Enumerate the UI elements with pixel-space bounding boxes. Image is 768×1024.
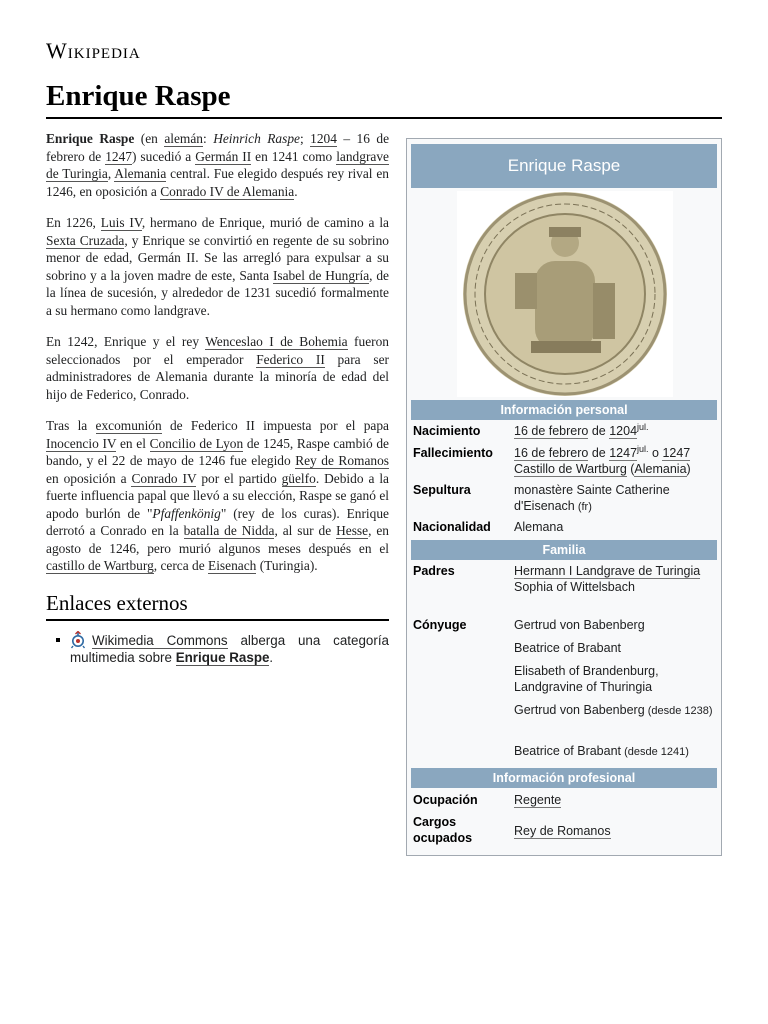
link-isabel-hungria[interactable]: Isabel de Hungría <box>272 267 370 283</box>
text: En 1242, Enrique y el rey <box>46 334 206 349</box>
text: (desde 1241) <box>621 746 689 758</box>
text: , al sur de <box>274 523 337 538</box>
label-nacionalidad: Nacionalidad <box>413 520 491 534</box>
calendar-note[interactable]: jul. <box>637 443 649 454</box>
text: por el partido <box>196 470 282 486</box>
link-luis-iv[interactable]: Luis IV <box>100 215 142 230</box>
link-federico-ii[interactable]: Federico II <box>256 351 325 367</box>
value-padres <box>514 563 720 595</box>
text: (desde 1238) <box>644 705 713 717</box>
text: de <box>588 424 610 438</box>
seal-image[interactable] <box>457 191 673 397</box>
paragraph-3 <box>46 333 389 403</box>
text: , de la línea de sucesión, y alrededor de 1231 sucedió formalmente a su hermano como landgrave. <box>46 267 389 318</box>
link-german-ii[interactable]: Germán II <box>195 148 252 164</box>
label-padres: Padres <box>413 564 455 578</box>
value-nacimiento <box>514 423 720 439</box>
paragraph-2 <box>46 214 389 319</box>
band-informacion-personal: Información personal <box>411 400 717 420</box>
text: . <box>269 650 273 665</box>
link-conrado-iv-alemania[interactable]: Conrado IV de Alemania <box>160 183 295 199</box>
link-nacimiento-fecha[interactable]: 16 de febrero <box>514 424 589 438</box>
link-rey-romanos[interactable]: Rey de Romanos <box>295 453 389 468</box>
link-nacimiento-anio[interactable]: 1204 <box>609 424 638 438</box>
text: Beatrice of Brabant <box>514 744 622 758</box>
link-inocencio[interactable]: Inocencio IV <box>46 435 117 451</box>
link-fallecimiento-fecha[interactable]: 16 de febrero <box>514 446 589 460</box>
infobox <box>406 138 722 856</box>
link-fallecimiento-anio[interactable]: 1247 <box>609 446 638 460</box>
link-landgrave[interactable]: landgrave de Turingia <box>46 148 389 181</box>
label-fallecimiento: Fallecimiento <box>413 446 493 460</box>
value-fallecimiento <box>514 445 720 477</box>
text: de 1245, Raspe cambió de bando, y el 22 de mayo de 1246 fue elegido <box>46 435 389 468</box>
text: En 1226, <box>46 215 101 230</box>
text: Sophia of Wittelsbach <box>514 580 635 594</box>
value-conyuge-4 <box>514 702 720 719</box>
nickname: Pfaffenkönig <box>152 505 221 521</box>
section-heading-enlaces: Enlaces externos <box>46 589 389 621</box>
text: alberga una categoría multimedia sobre <box>70 632 389 665</box>
text: : <box>203 131 214 146</box>
external-links-list <box>46 631 389 667</box>
label-nacimiento: Nacimiento <box>413 424 481 438</box>
link-batalla-nidda[interactable]: batalla de Nidda <box>183 523 275 538</box>
label-sepultura: Sepultura <box>413 483 471 497</box>
link-hesse[interactable]: Hesse <box>336 523 369 538</box>
text: , hermano de Enrique, murió de camino a la <box>141 215 389 230</box>
text: monastère Sainte Catherine d'Eisenach <box>514 483 670 513</box>
page-title: Enrique Raspe <box>46 80 231 112</box>
text: en 1241 como <box>251 148 337 164</box>
link-1247[interactable]: 1247 <box>105 148 132 164</box>
text: Gertrud von Babenberg <box>514 703 645 717</box>
article-body <box>46 130 389 667</box>
title-divider <box>46 117 722 119</box>
link-eisenach[interactable]: Eisenach <box>208 558 257 573</box>
value-conyuge-2: Beatrice of Brabant <box>514 641 622 655</box>
link-aleman[interactable]: alemán <box>164 131 203 146</box>
link-guelfo[interactable]: güelfo <box>281 470 316 486</box>
text: , cerca de <box>153 558 209 573</box>
list-item <box>56 631 389 667</box>
text: , y Enrique se convirtió en regente de su sobrino menor de edad, Germán II. Se las arregló para expulsar a su sobrino y a la joven madre de este, Santa <box>46 232 389 283</box>
label-conyuge: Cónyuge <box>413 618 467 632</box>
link-concilio-lyon[interactable]: Concilio de Lyon <box>149 435 244 451</box>
link-commons-category[interactable]: Enrique Raspe <box>175 650 270 665</box>
german-name: Heinrich Raspe <box>213 131 300 146</box>
link-fallecimiento-anio-2[interactable]: 1247 <box>662 446 691 460</box>
link-excomunion[interactable]: excomunión <box>95 418 162 433</box>
text: ) sucedió a <box>132 148 196 164</box>
link-conrado-iv[interactable]: Conrado IV <box>131 470 197 486</box>
wikipedia-logo[interactable]: Wikipedia <box>46 38 141 63</box>
text: de Federico II impuesta por el papa <box>161 418 389 433</box>
band-informacion-profesional: Información profesional <box>411 768 717 788</box>
link-castillo-wartburg[interactable]: castillo de Wartburg <box>46 558 154 573</box>
lang-link-fr[interactable]: (fr) <box>574 501 592 513</box>
wikimedia-commons-icon <box>70 631 86 649</box>
text: ( <box>626 462 635 476</box>
text: Tras la <box>46 418 96 433</box>
text: de <box>588 446 610 460</box>
label-cargos-ocupados: Cargos ocupados <box>413 815 473 845</box>
link-1204[interactable]: 1204 <box>310 131 337 146</box>
value-conyuge-5 <box>514 743 720 760</box>
link-wikimedia-commons[interactable]: Wikimedia Commons <box>92 632 228 648</box>
text: o <box>648 446 663 460</box>
infobox-title: Enrique Raspe <box>411 144 717 188</box>
text: fueron seleccionados por el emperador <box>46 334 389 367</box>
link-wenceslao[interactable]: Wenceslao I de Bohemia <box>205 334 348 349</box>
paragraph-4 <box>46 417 389 575</box>
text: – 16 de febrero de <box>46 131 390 164</box>
band-familia: Familia <box>411 540 717 560</box>
text: en oposición a <box>46 470 132 486</box>
text: . <box>294 183 298 199</box>
text: (en <box>134 131 165 146</box>
link-hermann-i[interactable]: Hermann I Landgrave de Turingia <box>514 564 701 578</box>
value-sepultura <box>514 482 720 515</box>
subject-name: Enrique Raspe <box>46 131 135 146</box>
text: (Turingia). <box>256 558 318 573</box>
calendar-note[interactable]: jul. <box>637 421 649 432</box>
link-alemania-ib[interactable]: Alemania <box>634 462 687 476</box>
text: " (rey de los curas). Enrique derrotó a Conrado en la <box>46 505 389 538</box>
value-ocupacion <box>514 792 720 808</box>
link-regente[interactable]: Regente <box>514 793 562 807</box>
label-ocupacion: Ocupación <box>413 793 478 807</box>
link-rey-romanos-ib[interactable]: Rey de Romanos <box>514 824 611 838</box>
link-alemania[interactable]: Alemania <box>114 166 167 181</box>
text: ; <box>299 131 311 146</box>
text: , en agosto de 1246, pero murió algunos meses después en el <box>46 523 389 556</box>
value-conyuge-1: Gertrud von Babenberg <box>514 618 645 632</box>
text: , <box>107 166 115 181</box>
text: para ser administradores de Alemania durante la minoría de edad del hijo de Federico, Conrado. <box>46 351 389 402</box>
paragraph-1 <box>46 130 389 200</box>
value-nacionalidad: Alemana <box>514 520 564 534</box>
text: central. Fue elegido después rey rival en 1246, en oposición a <box>46 166 389 199</box>
text: ) <box>686 462 691 476</box>
value-conyuge-3: Elisabeth of Brandenburg, Landgravine of Thuringia <box>514 664 659 694</box>
value-cargos-ocupados <box>514 823 720 839</box>
link-sexta-cruzada[interactable]: Sexta Cruzada <box>46 232 125 248</box>
text: . Debido a la fuerte influencia papal que llevó a su elección, Raspe se ganó el apodo burlón de " <box>46 470 389 521</box>
link-castillo-wartburg-ib[interactable]: Castillo de Wartburg <box>514 462 627 476</box>
text: en el <box>116 435 150 451</box>
